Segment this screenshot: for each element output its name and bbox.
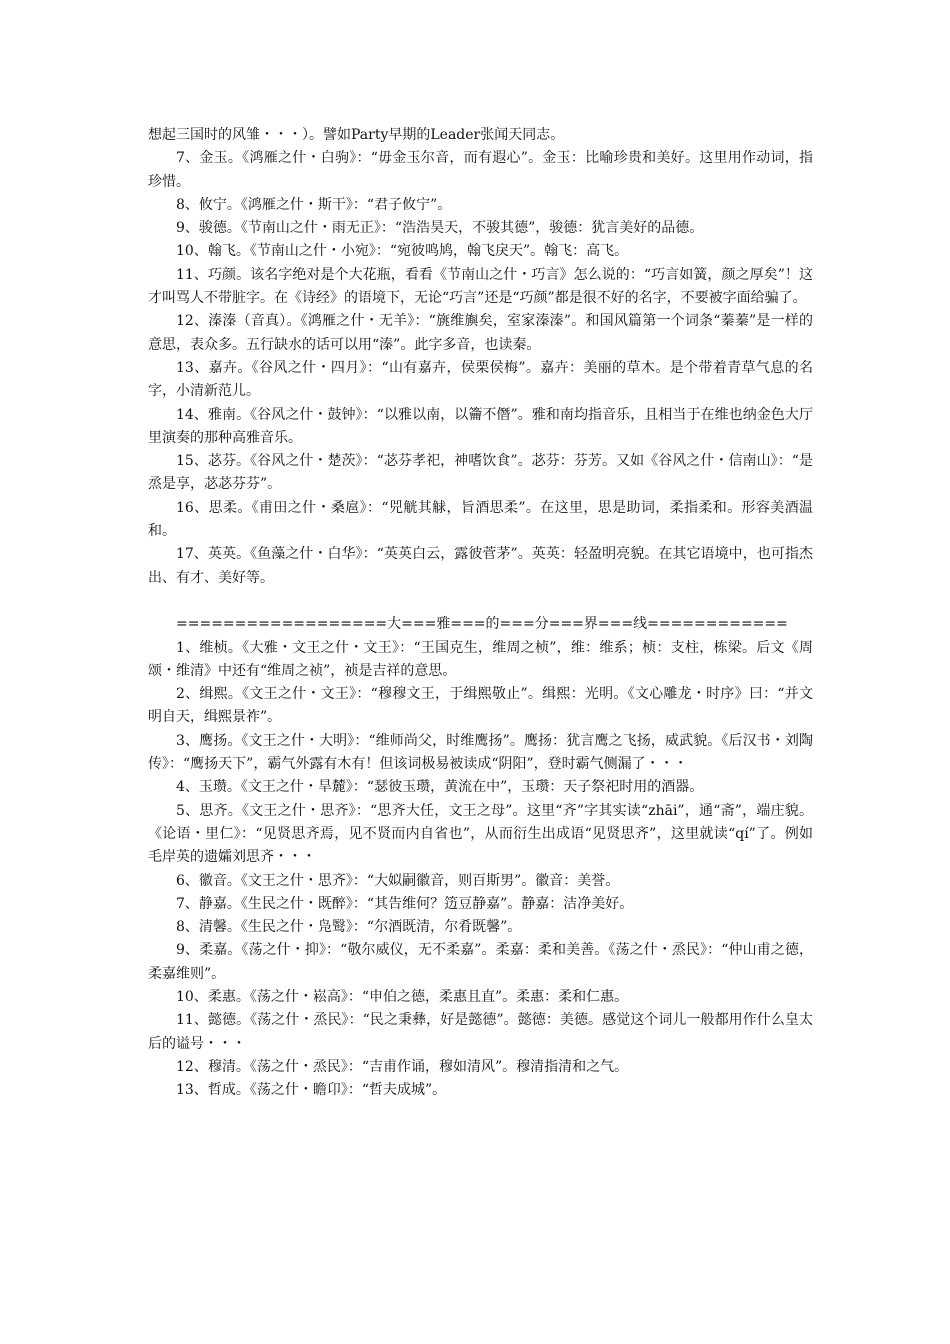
paragraph: 12、穆清。《荡之什・烝民》：“吉甫作诵，穆如清风”。穆清指清和之气。 — [176, 1058, 629, 1075]
paragraph: 17、英英。《鱼藻之什・白华》：“英英白云，露彼菅茅”。英英：轻盈明亮貌。在其它语境中，也可指杰出、有才、美好等。 — [148, 546, 813, 586]
paragraph: 13、嘉卉。《谷风之什・四月》：“山有嘉卉，侯栗侯梅”。嘉卉：美丽的草木。是个带着青草气息的名字，小清新范儿。 — [148, 359, 813, 400]
section-divider: ==================大===雅===的===分===界===线============ — [176, 616, 788, 633]
paragraph: 7、静嘉。《生民之什・既醉》：“其告维何？笾豆静嘉”。静嘉：洁净美好。 — [176, 895, 634, 912]
document-page — [148, 124, 813, 1102]
paragraph: 10、翰飞。《节南山之什・小宛》：“宛彼鸣鸠，翰飞戾天”。翰飞：高飞。 — [176, 243, 629, 260]
paragraph: 11、懿德。《荡之什・烝民》：“民之秉彝，好是懿德”。懿德：美德。感觉这个词儿一般都用作什么皇太后的谥号・・・ — [148, 1012, 813, 1052]
paragraph: 8、清馨。《生民之什・凫鹥》：“尔酒既清，尔肴既馨”。 — [176, 919, 522, 936]
paragraph: 1、维桢。《大雅・文王之什・文王》：“王国克生，维周之桢”，维：维系；桢：支柱，栋梁。后文《周颂・维清》中还有“维周之祯”，祯是吉祥的意思。 — [148, 639, 813, 679]
paragraph: 7、金玉。《鸿雁之什・白驹》：“毋金玉尔音，而有遐心”。金玉：比喻珍贵和美好。这里用作动词，指珍惜。 — [148, 150, 813, 190]
paragraph: 9、骏德。《节南山之什・雨无正》：“浩浩昊天，不骏其德”，骏德：犹言美好的品德。 — [176, 220, 704, 237]
paragraph: 6、徽音。《文王之什・思齐》：“大姒嗣徽音，则百斯男”。徽音：美誉。 — [176, 872, 620, 889]
paragraph: 2、缉熙。《文王之什・文王》：“穆穆文王，于缉熙敬止”。缉熙：光明。《文心雕龙・时序》曰：“并文明自天，缉熙景祚”。 — [148, 686, 813, 726]
paragraph: 16、思柔。《甫田之什・桑扈》：“兕觥其觩，旨酒思柔”。在这里，思是助词，柔指柔和。形容美酒温和。 — [148, 499, 813, 540]
blank-line — [148, 590, 813, 613]
paragraph: 13、哲成。《荡之什・瞻卬》：“哲夫成城”。 — [176, 1082, 447, 1099]
paragraph: 14、雅南。《谷风之什・鼓钟》：“以雅以南，以籥不僭”。雅和南均指音乐，且相当于在维也纳金色大厅里演奏的那种高雅音乐。 — [148, 406, 813, 446]
paragraph: 5、思齐。《文王之什・思齐》：“思齐大任，文王之母”。这里“齐”字其实读“zhāi”，通“斋”，端庄貌。《论语・里仁》：“见贤思齐焉，见不贤而内自省也”，从而衍生出成语“见贤思齐”，这里就读“qí”了。例如毛岸英的遗孀刘思齐・・・ — [148, 802, 813, 866]
paragraph: 12、溱溱（音真）。《鸿雁之什・无羊》：“旐维旟矣，室家溱溱”。和国风篇第一个词条“蓁蓁”是一样的意思，表众多。五行缺水的话可以用“溱”。此字多音，也读秦。 — [148, 313, 813, 353]
paragraph: 15、苾芬。《谷风之什・楚茨》：“苾芬孝祀，神嗜饮食”。苾芬：芬芳。又如《谷风之什・信南山》：“是烝是享，苾苾芬芬”。 — [148, 453, 813, 493]
paragraph: 10、柔惠。《荡之什・崧高》：“申伯之德，柔惠且直”。柔惠：柔和仁惠。 — [176, 988, 629, 1005]
paragraph: 3、鹰扬。《文王之什・大明》：“维师尚父，时维鹰扬”。鹰扬：犹言鹰之飞扬，威武貌。《后汉书・刘陶传》：“鹰扬天下”，霸气外露有木有！但该词极易被读成“阴阳”，登时霸气侧漏了・・・ — [148, 732, 813, 773]
paragraph: 想起三国时的风雏・・・）。譬如Party早期的Leader张闻天同志。 — [148, 127, 565, 143]
paragraph: 4、玉瓒。《文王之什・旱麓》：“瑟彼玉瓒，黄流在中”，玉瓒：天子祭祀时用的酒器。 — [176, 779, 704, 796]
paragraph: 9、柔嘉。《荡之什・抑》：“敬尔威仪，无不柔嘉”。柔嘉：柔和美善。《荡之什・烝民》：“仲山甫之德，柔嘉维则”。 — [148, 942, 813, 982]
paragraph: 8、攸宁。《鸿雁之什・斯干》：“君子攸宁”。 — [176, 196, 452, 213]
paragraph: 11、巧颜。该名字绝对是个大花瓶，看看《节南山之什・巧言》怎么说的：“巧言如簧，颜之厚矣”！这才叫骂人不带脏字。在《诗经》的语境下，无论“巧言”还是“巧颜”都是很不好的名字，不要被字面给骗了。 — [148, 266, 813, 307]
